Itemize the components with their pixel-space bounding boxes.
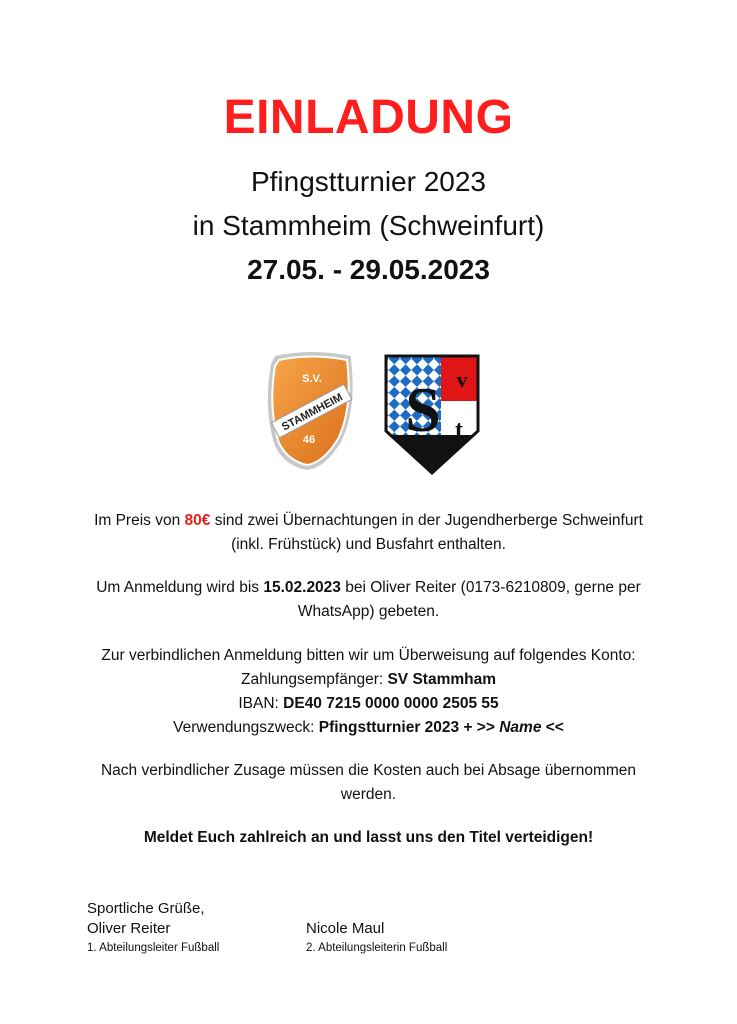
registration-text-line2: WhatsApp) gebeten.: [297, 603, 440, 620]
price-text-a: Im Preis von: [94, 512, 185, 529]
closing-call: Meldet Euch zahlreich an und lasst uns den Titel verteidigen!: [143, 829, 594, 846]
registration-paragraph: [60, 576, 677, 624]
event-dates: 27.05. - 29.05.2023: [247, 254, 490, 285]
cancellation-paragraph: [60, 759, 677, 807]
registration-text-a: Um Anmeldung wird bis: [96, 579, 264, 596]
recipient-label: Zahlungsempfänger:: [240, 671, 388, 688]
sv-stammheim-logo: [265, 350, 357, 472]
signer1-role: 1. Abteilungsleiter Fußball: [87, 942, 220, 954]
logo2-s-letter: S: [405, 374, 441, 445]
price-text-b: sind zwei Übernachtungen in der Jugendherberge Schweinfurt: [210, 512, 643, 529]
cancellation-line1: Nach verbindlicher Zusage müssen die Kosten auch bei Absage übernommen: [100, 762, 637, 779]
svt-logo: [383, 353, 481, 477]
registration-deadline: 15.02.2023: [263, 579, 341, 596]
price-value: 80€: [184, 512, 211, 529]
purpose-value: Pfingstturnier 2023 + >>: [318, 719, 500, 736]
purpose-name: Name: [499, 719, 542, 736]
logo2-v-letter: v: [456, 367, 468, 392]
price-text-line2: (inkl. Frühstück) und Busfahrt enthalten.: [231, 536, 506, 553]
greeting: Sportliche Grüße,: [87, 900, 205, 917]
recipient-value: SV Stammham: [387, 671, 497, 688]
signer2-name: Nicole Maul: [306, 920, 385, 937]
event-location: in Stammheim (Schweinfurt): [192, 210, 545, 241]
iban-label: IBAN:: [238, 695, 284, 712]
signer1-name: Oliver Reiter: [87, 920, 171, 937]
iban-value: DE40 7215 0000 0000 2505 55: [283, 695, 499, 712]
club-logos: [0, 350, 737, 480]
cancellation-line2: werden.: [340, 786, 397, 803]
registration-text-b: bei Oliver Reiter (0173-6210809, gerne per: [340, 579, 641, 596]
price-paragraph: [60, 509, 677, 557]
logo1-top-text: S.V.: [302, 373, 322, 385]
bank-intro: Zur verbindlichen Anmeldung bitten wir um Überweisung auf folgendes Konto:: [101, 647, 636, 664]
signer2-role: 2. Abteilungsleiterin Fußball: [306, 942, 448, 954]
purpose-end: <<: [541, 719, 564, 736]
page-title: EINLADUNG: [223, 91, 514, 144]
logo2-t-letter: t: [455, 417, 463, 443]
logo1-number: 46: [302, 434, 316, 446]
bank-details-paragraph: [60, 644, 677, 740]
event-name: Pfingstturnier 2023: [250, 166, 487, 197]
purpose-label: Verwendungszweck:: [173, 719, 319, 736]
logo1-band-text: STAMMHEIM: [279, 391, 345, 434]
signature-block: [87, 898, 205, 920]
